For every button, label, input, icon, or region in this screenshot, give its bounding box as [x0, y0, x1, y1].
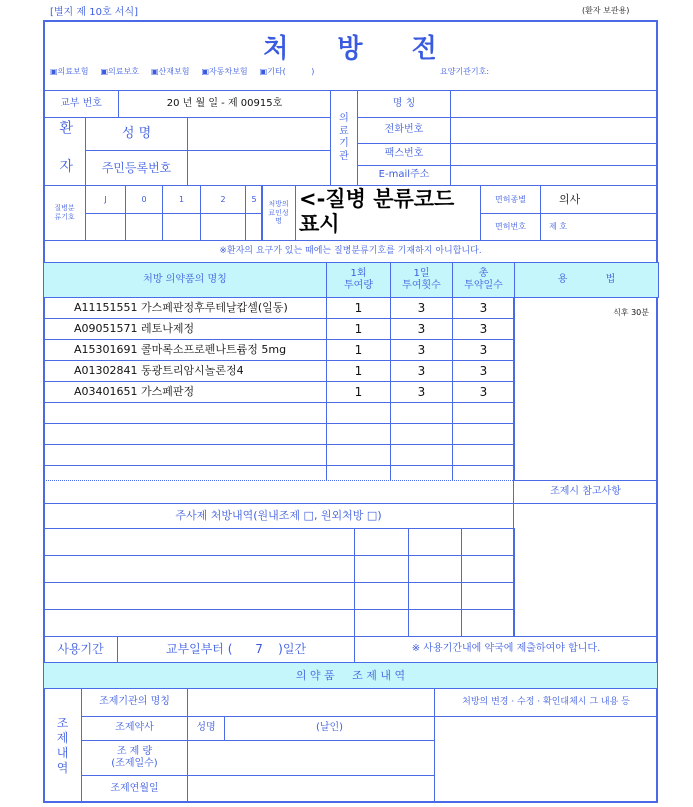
injection-cell[interactable] — [43, 609, 355, 637]
form-number: [별지 제 10호 서식] — [50, 7, 139, 18]
injection-cell[interactable] — [354, 555, 409, 583]
insurance-type-checkbox[interactable]: ▣자동차보험 — [201, 67, 248, 76]
usage-period-label: 사용기간 — [43, 636, 118, 663]
form-title: 처 방 전 — [263, 34, 437, 64]
injection-cell[interactable] — [461, 582, 515, 610]
institution-fax-label: 팩스번호 — [357, 143, 451, 166]
drug-days-cell[interactable]: 3 — [452, 339, 515, 361]
drug-times-cell[interactable] — [390, 444, 453, 466]
dispensing-amount-label: 조 제 량 (조제일수) — [81, 740, 188, 776]
drug-name-cell[interactable]: A01302841 동광트리암시놀론정4 — [43, 360, 327, 382]
insurance-type-checkbox[interactable]: ▣의료보험 — [50, 67, 89, 76]
pharmacist-name-label: 성명 — [187, 716, 225, 741]
drug-dose-cell[interactable] — [326, 423, 391, 445]
dispensing-date-field[interactable] — [187, 775, 435, 803]
drug-times-cell[interactable]: 3 — [390, 318, 453, 340]
usage-column — [513, 297, 658, 481]
disease-code-cell: J — [85, 185, 126, 214]
disease-code-cell-empty[interactable] — [200, 213, 246, 241]
patient-name-field[interactable] — [187, 117, 331, 151]
injection-cell[interactable] — [43, 582, 355, 610]
drug-times-cell[interactable] — [390, 423, 453, 445]
disease-code-cell: 2 — [200, 185, 246, 214]
disease-code-cell: 1 — [162, 185, 201, 214]
institution-email-label: E-mail주소 — [357, 165, 451, 186]
drug-dose-cell[interactable]: 1 — [326, 381, 391, 403]
usage-period-note: ※ 사용기간내에 약국에 제출하여야 합니다. — [354, 636, 658, 663]
dispensing-header: 의 약 품 조 제 내 역 — [43, 662, 658, 689]
injection-cell[interactable] — [43, 528, 355, 556]
pharmacist-seal[interactable]: (날인) — [224, 716, 435, 741]
injection-header: 주사제 처방내역(원내조제 □, 원외처방 □) — [43, 503, 514, 529]
dispensing-institution-field[interactable] — [187, 688, 435, 717]
drug-dose-cell[interactable] — [326, 402, 391, 424]
institution-code-label: 요양기관기호: — [440, 67, 490, 76]
disease-code-cell-empty[interactable] — [245, 213, 263, 241]
drug-name-cell[interactable] — [43, 444, 327, 466]
drug-dose-cell[interactable]: 1 — [326, 360, 391, 382]
license-type-value: 의사 — [540, 185, 658, 214]
drug-days-cell[interactable] — [452, 423, 515, 445]
drug-days-cell[interactable] — [452, 465, 515, 481]
injection-cell[interactable] — [354, 609, 409, 637]
injection-cell[interactable] — [461, 609, 515, 637]
injection-cell[interactable] — [461, 555, 515, 583]
institution-name-field[interactable] — [450, 90, 658, 118]
injection-cell[interactable] — [43, 555, 355, 583]
disease-code-cell: 0 — [125, 185, 163, 214]
disease-code-cell: 5 — [245, 185, 263, 214]
drug-days-cell[interactable] — [452, 444, 515, 466]
dispensing-notes-label: 조제시 참고사항 — [513, 480, 658, 504]
drug-table-header: 총 투약일수 — [452, 262, 515, 298]
drug-times-cell[interactable] — [390, 402, 453, 424]
license-type-label: 면허종별 — [480, 185, 541, 214]
insurance-type-checkbox[interactable]: ▣산재보험 — [150, 67, 190, 76]
dispensing-amount-field[interactable] — [187, 740, 435, 776]
drug-dose-cell[interactable]: 1 — [326, 339, 391, 361]
changes-label: 처방의 변경 · 수정 · 확인대체시 그 내용 등 — [434, 688, 658, 717]
dispensing-institution-label: 조제기관의 명칭 — [81, 688, 188, 717]
drug-dose-cell[interactable] — [326, 444, 391, 466]
pharmacist-label: 조제약사 — [81, 716, 188, 741]
insurance-types — [50, 66, 314, 77]
injection-cell[interactable] — [408, 609, 462, 637]
drug-name-cell[interactable]: A03401651 가스페판정 — [43, 381, 327, 403]
drug-table-header: 용 법 — [514, 262, 659, 298]
patient-side: 환 자 — [43, 117, 86, 186]
institution-name-label: 명 칭 — [357, 90, 451, 118]
patient-name-label: 성 명 — [85, 117, 188, 151]
license-no-label: 면허번호 — [480, 213, 541, 241]
drug-times-cell[interactable]: 3 — [390, 297, 453, 319]
patient-id-field[interactable] — [187, 150, 331, 186]
injection-cell[interactable] — [408, 582, 462, 610]
drug-name-cell[interactable] — [43, 402, 327, 424]
patient-id-label: 주민등록번호 — [85, 150, 188, 186]
drug-days-cell[interactable]: 3 — [452, 318, 515, 340]
disease-code-cell-empty[interactable] — [85, 213, 126, 241]
drug-days-cell[interactable] — [452, 402, 515, 424]
drug-days-cell[interactable]: 3 — [452, 381, 515, 403]
changes-field[interactable] — [434, 716, 658, 803]
drug-dose-cell[interactable]: 1 — [326, 318, 391, 340]
dispensing-side: 조제내역 — [43, 688, 82, 803]
copy-note: (환자 보관용) — [582, 6, 630, 15]
drug-name-cell[interactable] — [43, 465, 327, 481]
institution-email-field[interactable] — [450, 165, 658, 186]
disease-code-cell-empty[interactable] — [125, 213, 163, 241]
injection-cell[interactable] — [461, 528, 515, 556]
drug-name-cell[interactable] — [43, 423, 327, 445]
drug-name-cell[interactable]: A09051571 레토나제정 — [43, 318, 327, 340]
usage-period-value: 교부일부터 ( 7 )일간 — [117, 636, 355, 663]
injection-cell[interactable] — [354, 582, 409, 610]
drug-times-cell[interactable]: 3 — [390, 381, 453, 403]
drug-dose-cell[interactable]: 1 — [326, 297, 391, 319]
drug-days-cell[interactable]: 3 — [452, 360, 515, 382]
drug-table-header: 1일 투여횟수 — [390, 262, 453, 298]
dispensing-date-label: 조제연월일 — [81, 775, 188, 803]
disease-code-cell-empty[interactable] — [162, 213, 201, 241]
drug-dose-cell[interactable] — [326, 465, 391, 481]
institution-phone-label: 전화번호 — [357, 117, 451, 144]
disease-label: 질병분류기호 — [43, 185, 86, 241]
drug-table-header: 처방 의약품의 명칭 — [43, 262, 327, 298]
institution-side: 의료기관 — [330, 90, 358, 186]
insurance-type-checkbox[interactable]: ▣기타( ) — [259, 67, 315, 76]
institution-fax-field[interactable] — [450, 143, 658, 166]
drug-times-cell[interactable]: 3 — [390, 339, 453, 361]
issue-label: 교부 번호 — [43, 90, 119, 118]
issue-value: 20 년 월 일 - 제 00915호 — [118, 90, 331, 118]
injection-cell[interactable] — [408, 528, 462, 556]
drug-table-header: 1회 투여량 — [326, 262, 391, 298]
institution-phone-field[interactable] — [450, 117, 658, 144]
disease-code-annotation: <-질병 분류코드 표시 — [299, 187, 477, 237]
dispensing-notes-field[interactable] — [513, 503, 658, 637]
drug-name-cell[interactable]: A15301691 콜마록소프로펜나트륨정 5mg — [43, 339, 327, 361]
drug-times-cell[interactable]: 3 — [390, 360, 453, 382]
injection-cell[interactable] — [354, 528, 409, 556]
drug-name-cell[interactable]: A11151551 가스페판정후루테날캅셀(일동) — [43, 297, 327, 319]
drug-times-cell[interactable] — [390, 465, 453, 481]
drug-days-cell[interactable]: 3 — [452, 297, 515, 319]
license-no-value: 제 호 — [540, 213, 658, 241]
insurance-type-checkbox[interactable]: ▣의료보호 — [100, 67, 139, 76]
doctor-label: 처방의료인성명 — [261, 185, 296, 241]
disease-note: ※환자의 요구가 있는 때에는 질병분류기호를 기재하지 아니합니다. — [43, 240, 658, 263]
usage-value: 식후 30분 — [613, 308, 649, 317]
injection-cell[interactable] — [408, 555, 462, 583]
